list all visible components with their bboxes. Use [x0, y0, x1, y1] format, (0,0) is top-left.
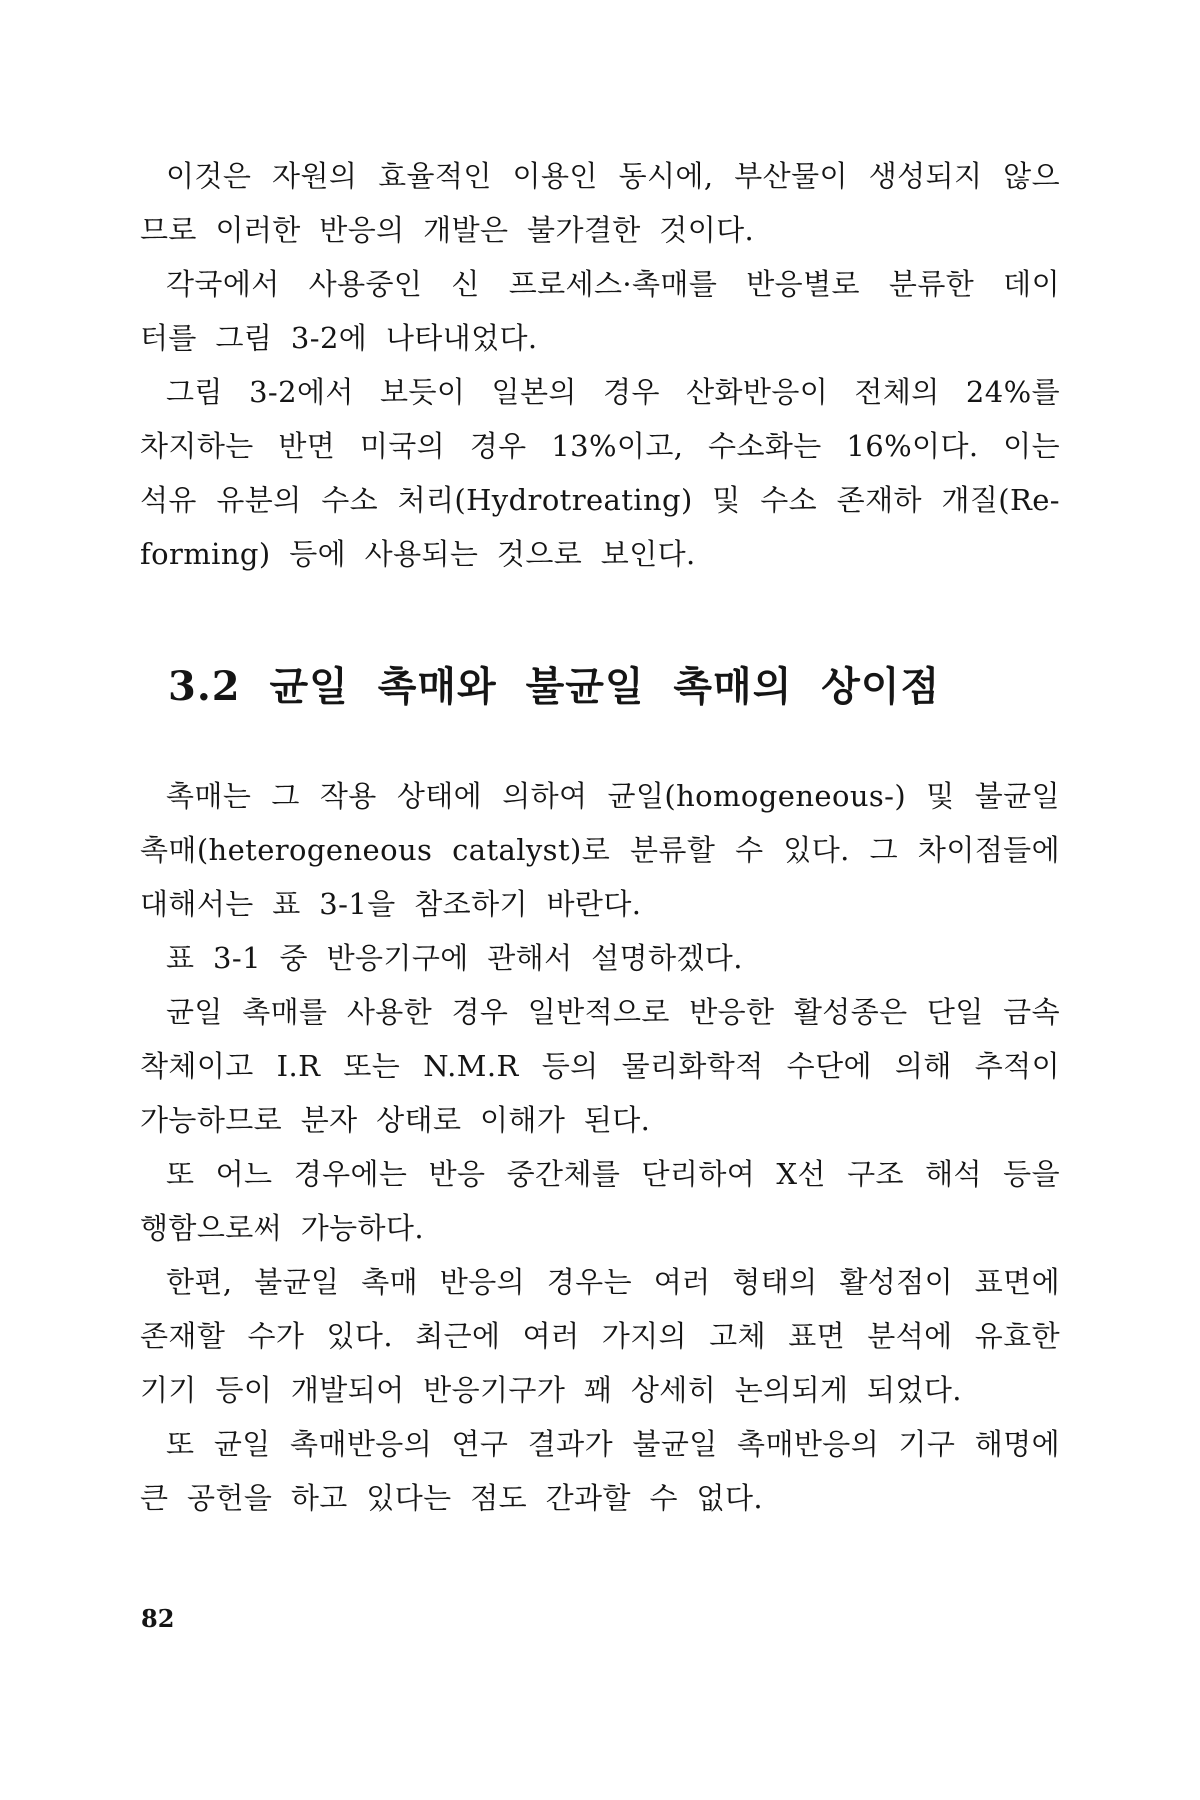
paragraph-line: 존재할 수가 있다. 최근에 여러 가지의 고체 표면 분석에 유효한: [140, 1319, 1060, 1353]
paragraph-line: 행함으로써 가능하다.: [140, 1211, 424, 1245]
paragraph-line: 균일 촉매를 사용한 경우 일반적으로 반응한 활성종은 단일 금속: [166, 995, 1060, 1029]
paragraph-line: 가능하므로 분자 상태로 이해가 된다.: [140, 1103, 651, 1137]
paragraph-line: forming) 등에 사용되는 것으로 보인다.: [140, 537, 696, 571]
section-heading: 3.2 균일 촉매와 불균일 촉매의 상이점: [168, 663, 941, 710]
paragraph-line: 촉매는 그 작용 상태에 의하여 균일(homogeneous-) 및 불균일: [166, 779, 1060, 813]
paragraph-line: 표 3-1 중 반응기구에 관해서 설명하겠다.: [166, 941, 743, 975]
paragraph-line: 촉매(heterogeneous catalyst)로 분류할 수 있다. 그 차이점들에: [140, 833, 1060, 867]
paragraph-line: 큰 공헌을 하고 있다는 점도 간과할 수 없다.: [140, 1481, 763, 1515]
paragraph-line: 또 균일 촉매반응의 연구 결과가 불균일 촉매반응의 기구 해명에: [166, 1427, 1060, 1461]
paragraph-line: 각국에서 사용중인 신 프로세스·촉매를 반응별로 분류한 데이: [166, 267, 1060, 301]
page-number: 82: [141, 1604, 175, 1633]
paragraph-line: 이것은 자원의 효율적인 이용인 동시에, 부산물이 생성되지 않으: [166, 159, 1060, 193]
paragraph-line: 석유 유분의 수소 처리(Hydrotreating) 및 수소 존재하 개질(Re-: [140, 483, 1060, 517]
paragraph-line: 터를 그림 3-2에 나타내었다.: [140, 321, 538, 355]
paragraph-line: 또 어느 경우에는 반응 중간체를 단리하여 X선 구조 해석 등을: [166, 1157, 1060, 1191]
paragraph-line: 착체이고 I.R 또는 N.M.R 등의 물리화학적 수단에 의해 추적이: [140, 1049, 1060, 1083]
paragraph-line: 기기 등이 개발되어 반응기구가 꽤 상세히 논의되게 되었다.: [140, 1373, 962, 1407]
paragraph-line: 대해서는 표 3-1을 참조하기 바란다.: [140, 887, 642, 921]
paragraph-line: 한편, 불균일 촉매 반응의 경우는 여러 형태의 활성점이 표면에: [166, 1265, 1060, 1299]
paragraph-line: 므로 이러한 반응의 개발은 불가결한 것이다.: [140, 213, 755, 247]
paragraph-line: 차지하는 반면 미국의 경우 13%이고, 수소화는 16%이다. 이는: [140, 429, 1060, 463]
paragraph-line: 그림 3-2에서 보듯이 일본의 경우 산화반응이 전체의 24%를: [166, 375, 1060, 409]
